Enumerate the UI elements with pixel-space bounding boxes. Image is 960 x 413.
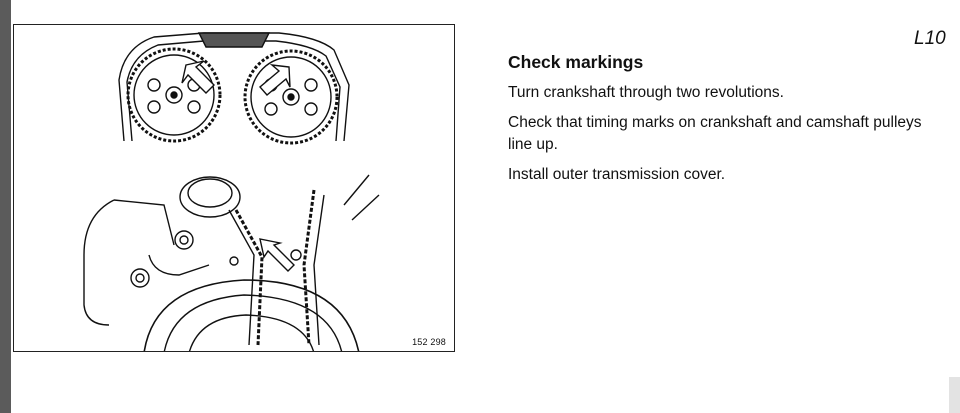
page-edge — [0, 0, 11, 413]
page-code: L10 — [914, 28, 946, 49]
engine-block — [84, 175, 379, 345]
timing-illustration — [14, 25, 455, 352]
arrow-icon — [182, 61, 294, 271]
timing-figure — [13, 24, 455, 352]
instruction-paragraph: Install outer transmission cover. — [508, 166, 726, 183]
instruction-paragraph: Turn crankshaft through two revolutions. — [508, 84, 784, 101]
camshaft-pulley-icon — [245, 51, 337, 143]
camshaft-pulley-icon — [128, 49, 220, 141]
scrollbar[interactable] — [949, 377, 960, 413]
section-heading: Check markings — [508, 52, 644, 72]
timing-belt-icon — [119, 33, 349, 141]
figure-number: 152 298 — [412, 337, 446, 347]
instruction-paragraph: Check that timing marks on crankshaft and camshaft pulleys line up. — [508, 114, 922, 153]
